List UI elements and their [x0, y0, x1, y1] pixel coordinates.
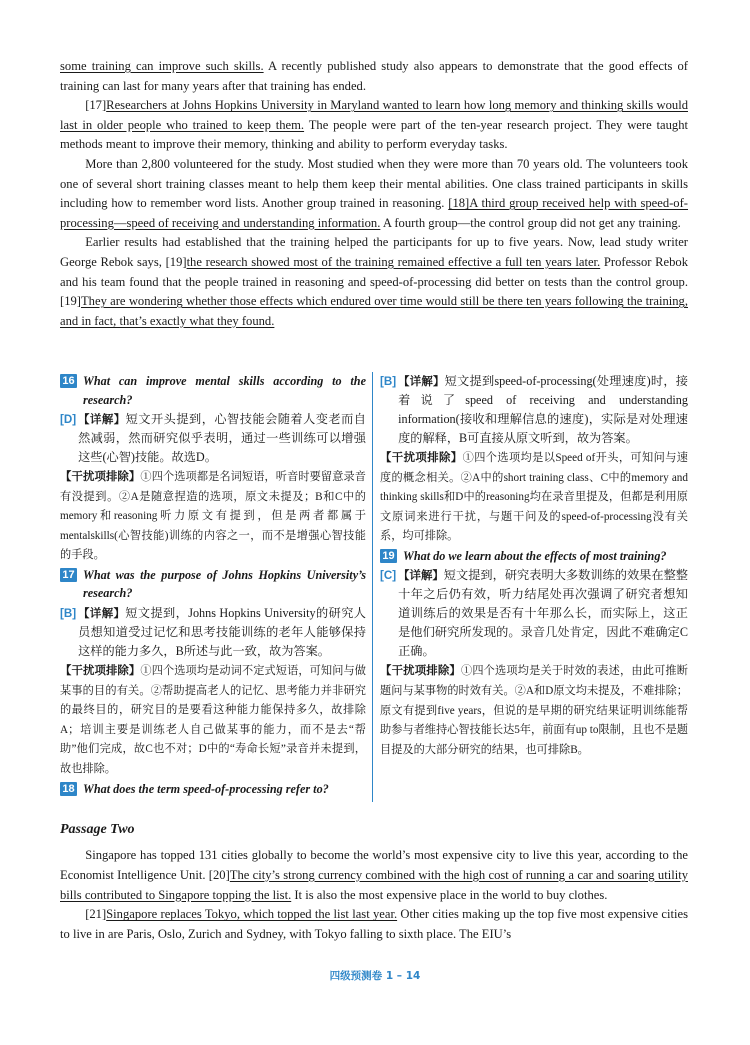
page-footer: 四级预测卷 1 – 14: [329, 970, 421, 982]
question-19: 19 What do we learn about the effects of most training?: [380, 547, 688, 566]
answer-letter: [B]: [380, 375, 397, 388]
question-number: 17: [60, 568, 77, 582]
left-column: [60, 372, 366, 799]
passage-one-continued: [60, 57, 688, 331]
answer-letter: [C]: [380, 569, 397, 583]
paragraph: More than 2,800 volunteered for the study. Most studied when they were more than 70 years old. The volunteers took one of several short training classes meant to help them keep their mental abilities. One class trained participants in skills including how to remember word lists. Another group trained in reasoning. [18]A third group received help with speed-of-processing—speed of receiving and understanding information. A fourth group—the control group did not get any training.: [60, 156, 688, 230]
question-number: 19: [380, 549, 397, 563]
column-divider: [372, 372, 373, 802]
question-18: 18 What does the term speed-of-processing refer to?: [60, 780, 366, 799]
distractor-analysis-19: 【干扰项排除】①四个选项均是关于时效的表述，由此可推断题问与某事物的时效有关。②A和D原文均未提及，不难排除；原文有提到five years，但说的是早期的研究结果证明训练能帮助参与者维持心智技能长达5年，前面有up to限制，且也不是题目提及的大部分研究的结果，也可排除B。: [380, 663, 688, 756]
answer-16: [D] 【详解】短文开头提到，心智技能会随着人变老而自然减弱，然而研究似乎表明，通过一些训练可以增强这些(心智)技能。故选D。: [60, 410, 366, 467]
passage-two-title: Passage Two: [60, 822, 135, 837]
question-16: 16 What can improve mental skills according to the research?: [60, 372, 366, 409]
right-column: [380, 372, 688, 760]
passage-two: [60, 846, 688, 945]
answer-18: [B] 【详解】短文提到speed-of-processing(处理速度)时，接着说了speed of receiving and understanding information(接收和理解信息的速度)，实际是对处理速度的解释，B可直接从原文听到，故为答案。: [380, 372, 688, 448]
distractor-analysis-17: 【干扰项排除】①四个选项均是动词不定式短语，可知问与做某事的目的有关。②帮助提高老人的记忆、思考能力并非研究的最终目的，研究目的是要看这种能力能保持多久，故排除A；培训主要是训练老人自己做某事的能力，而不是去“帮助”他们完成，故C也不对；D中的“寿命长短”录音并未提到，故也排除。: [60, 662, 366, 775]
answer-letter: [B]: [60, 606, 77, 620]
answer-19: [C] 【详解】短文提到，研究表明大多数训练的效果在整整十年之后仍有效，听力结尾处再次强调了研究者想知道训练后的效果是否有十年那么长，而实际上，这正是他们研究所发现的。录音几处肯定，因此不难确定C正确。: [380, 566, 688, 661]
paragraph: [17]Researchers at Johns Hopkins University in Maryland wanted to learn how long memory and thinking skills would last in older people who trained to keep them. The people were part of the ten-year research project. They were taught methods meant to improve their memory, thinking and ability to perform everyday tasks.: [60, 98, 688, 152]
paragraph: Singapore has topped 131 cities globally to become the world’s most expensive city to live this year, according to the Economist Intelligence Unit. [20]The city’s strong currency combined with the high cost of running a car and soaring utility bills contributed to Singapore topping the list. It is also the most expensive place in the world to buy clothes.: [60, 848, 688, 902]
paragraph: Earlier results had established that the training helped the participants for up to five years. Now, lead study writer George Rebok says, [19]the research showed most of the training remained effective a full ten years later. Professor Rebok and his team found that the people trained in reasoning and speed-of-processing did better on tests than the control group. [19]They are wondering whether those effects which endured over time would still be there ten years following the training, and in fact, that’s exactly what they found.: [60, 235, 689, 328]
distractor-analysis-16: 【干扰项排除】①四个选项都是名词短语，听音时要留意录音有没提到。②A是随意捏造的选项，原文未提及；B和C中的memory和reasoning听力原文有提到，但是两者都属于mentalskills(心智技能)训练的内容之一，而不是增强心智技能的手段。: [60, 469, 366, 562]
question-17: 17 What was the purpose of Johns Hopkins University’s research?: [60, 566, 366, 603]
answer-letter: [D]: [60, 413, 77, 426]
answer-17: [B] 【详解】短文提到，Johns Hopkins University的研究人员想知道受过记忆和思考技能训练的老年人能够保持这样的能力多久，B所述与此一致，故为答案。: [60, 604, 366, 661]
paragraph: [21]Singapore replaces Tokyo, which topped the list last year. Other cities making up the top five most expensive cities to live in are Paris, Oslo, Zurich and Sydney, with Tokyo falling to sixth place. The EIU’s: [60, 907, 688, 942]
question-number: 16: [60, 374, 77, 388]
distractor-analysis-18: 【干扰项排除】①四个选项均是以Speed of开头，可知问与速度的概念相关。②A中的short training class、C中的memory and thinking skills和D中的reasoning均在录音里提及，但都是利用原文原词来进行干扰，与题干问及的speed-of-processing没有关系，均可排除。: [380, 450, 688, 543]
question-number: 18: [60, 782, 77, 796]
paragraph: some training can improve such skills. A recently published study also appears to demonstrate that the good effects of training can last for many years after that training has ended.: [60, 59, 688, 93]
answer-explanations: [60, 372, 688, 802]
